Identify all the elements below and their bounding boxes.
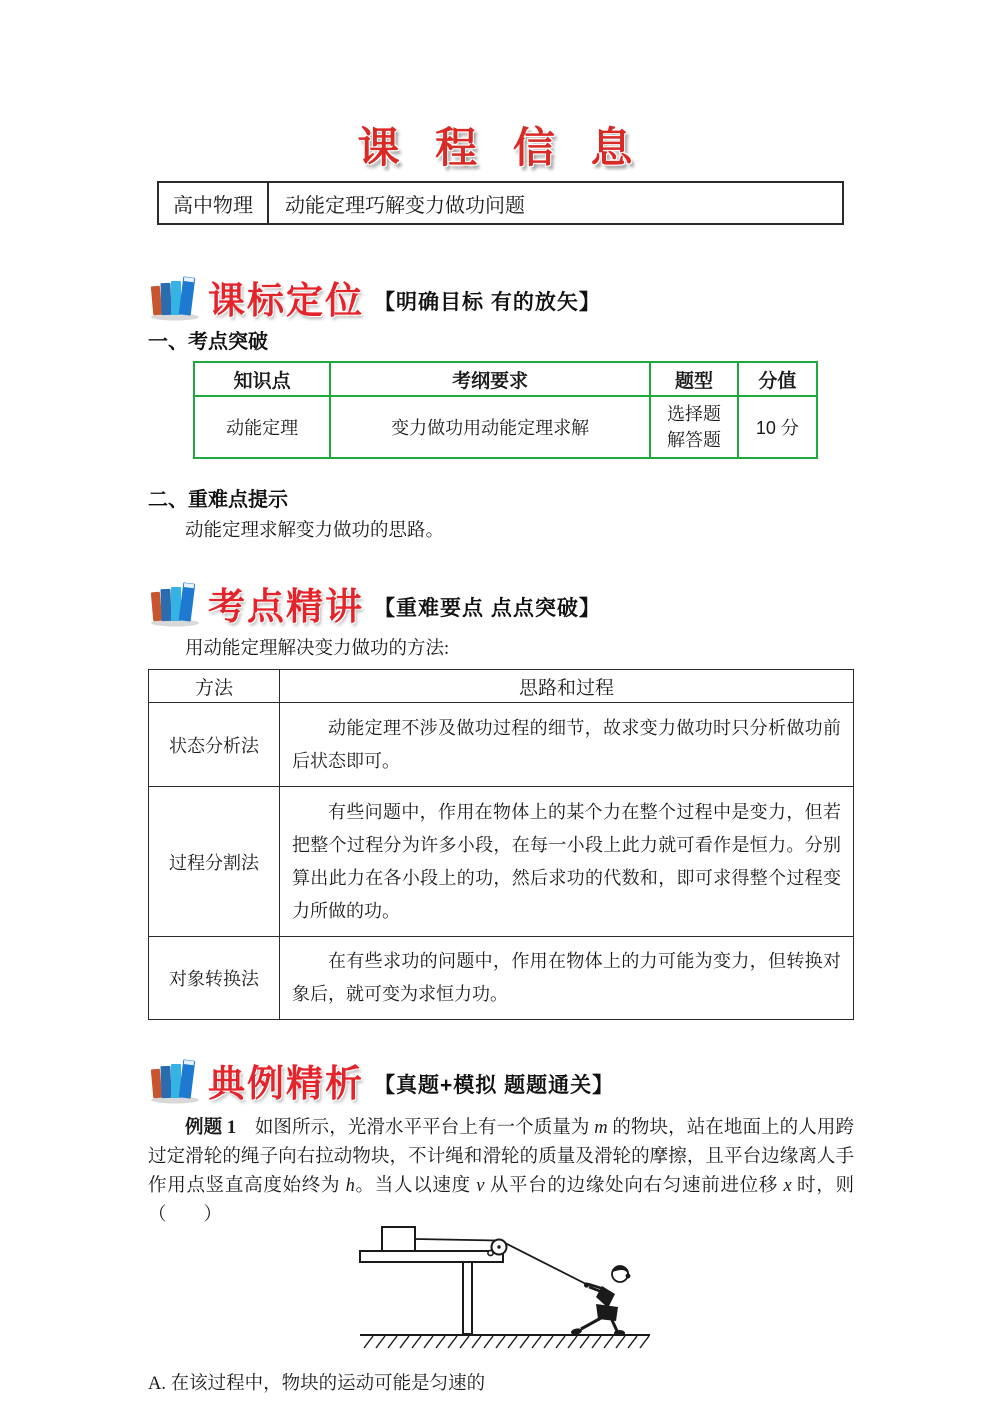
method-name: 状态分析法	[149, 703, 280, 787]
exam-points-table	[193, 361, 818, 459]
books-icon	[148, 579, 202, 627]
table-leg	[463, 1262, 472, 1334]
method-desc	[280, 937, 854, 1020]
heading-kaodian-tupo: 一、考点突破	[148, 331, 268, 353]
col-process: 思路和过程	[280, 670, 854, 703]
heading-zhongnandian: 二、重难点提示	[148, 489, 288, 511]
col-requirement: 考纲要求	[330, 362, 650, 396]
pulley-axle	[497, 1245, 500, 1248]
methods-intro: 用动能定理解决变力做功的方法:	[185, 639, 450, 659]
var-v: v	[476, 1176, 485, 1196]
table-row	[149, 787, 854, 937]
physics-figure	[355, 1224, 854, 1362]
method-desc-text: 有些问题中，作用在物体上的某个力在整个过程中是变力，但若把整个过程分为许多小段，在每一小段上此力就可看作是恒力。分别算出此力在各小段上的功，然后求功的代数和，即可求得整个过程变力所做的功。	[292, 801, 841, 921]
cell-score: 10 分	[738, 396, 817, 458]
var-m: m	[594, 1118, 608, 1138]
table-top	[360, 1251, 503, 1262]
example-seg2: 的物块，站在地面上的人用跨过定滑轮的绳子向右拉动物块，不计绳和滑轮的质量及滑轮的摩擦，且平台边缘离人手作用点竖直高度始终为	[148, 1118, 854, 1196]
rope-horizontal	[415, 1239, 497, 1241]
cell-qtype	[650, 396, 738, 458]
pulley-diagram	[355, 1224, 655, 1362]
method-desc	[280, 703, 854, 787]
rope-diagonal	[505, 1243, 588, 1285]
books-icon	[148, 1056, 202, 1104]
person-pulling	[570, 1266, 630, 1336]
method-name: 过程分割法	[149, 787, 280, 937]
method-name: 对象转换法	[149, 937, 280, 1020]
table-header-row	[194, 362, 817, 396]
banner-title: 考点精讲	[208, 586, 364, 627]
qtype-line1: 选择题	[666, 404, 721, 424]
example-seg3: 。当人以速度	[354, 1176, 477, 1196]
col-score: 分值	[738, 362, 817, 396]
var-x: x	[783, 1176, 792, 1196]
banner-title: 典例精析	[208, 1063, 364, 1104]
block	[382, 1227, 415, 1251]
example-seg5: 时，则（ ）	[148, 1176, 854, 1225]
course-subject: 高中物理	[158, 182, 268, 224]
col-knowledge: 知识点	[194, 362, 330, 396]
ground	[360, 1335, 650, 1348]
course-info-table	[157, 181, 844, 225]
example-label: 例题 1	[185, 1118, 237, 1138]
banner-tagline: 【明确目标 有的放矢】	[374, 291, 601, 314]
section-banner-kaodian	[148, 575, 854, 631]
banner-title: 课标定位	[208, 280, 364, 321]
table-row	[194, 396, 817, 458]
method-desc-text: 在有些求功的问题中，作用在物体上的力可能为变力，但转换对象后，就可变为求恒力功。	[292, 951, 841, 1004]
section-banner-kebiao	[148, 269, 854, 325]
banner-tagline: 【真题+模拟 题题通关】	[374, 1074, 615, 1097]
example-seg4: 从平台的边缘处向右匀速前进位移	[484, 1176, 784, 1196]
section-banner-dianli	[148, 1052, 854, 1108]
example-seg1: 如图所示，光滑水平平台上有一个质量为	[236, 1118, 595, 1138]
option-a: A. 在该过程中，物块的运动可能是匀速的	[148, 1374, 486, 1394]
qtype-line2: 解答题	[666, 430, 721, 450]
method-desc	[280, 787, 854, 937]
col-method: 方法	[149, 670, 280, 703]
course-topic: 动能定理巧解变力做功问题	[268, 182, 843, 224]
table-row	[149, 937, 854, 1020]
banner-tagline: 【重难要点 点点突破】	[374, 597, 601, 620]
cell-knowledge: 动能定理	[194, 396, 330, 458]
col-qtype: 题型	[650, 362, 738, 396]
method-desc-text: 动能定理不涉及做功过程的细节，故求变力做功时只分析做功前后状态即可。	[292, 717, 841, 771]
key-points-text: 动能定理求解变力做功的思路。	[185, 521, 445, 541]
table-row	[158, 182, 843, 224]
methods-table	[148, 669, 854, 1020]
page-title: 课 程 信 息	[357, 124, 645, 171]
table-row	[149, 703, 854, 787]
books-icon	[148, 273, 202, 321]
table-header-row	[149, 670, 854, 703]
example-paragraph	[148, 1114, 854, 1230]
cell-requirement: 变力做功用动能定理求解	[330, 396, 650, 458]
var-h: h	[345, 1176, 355, 1196]
